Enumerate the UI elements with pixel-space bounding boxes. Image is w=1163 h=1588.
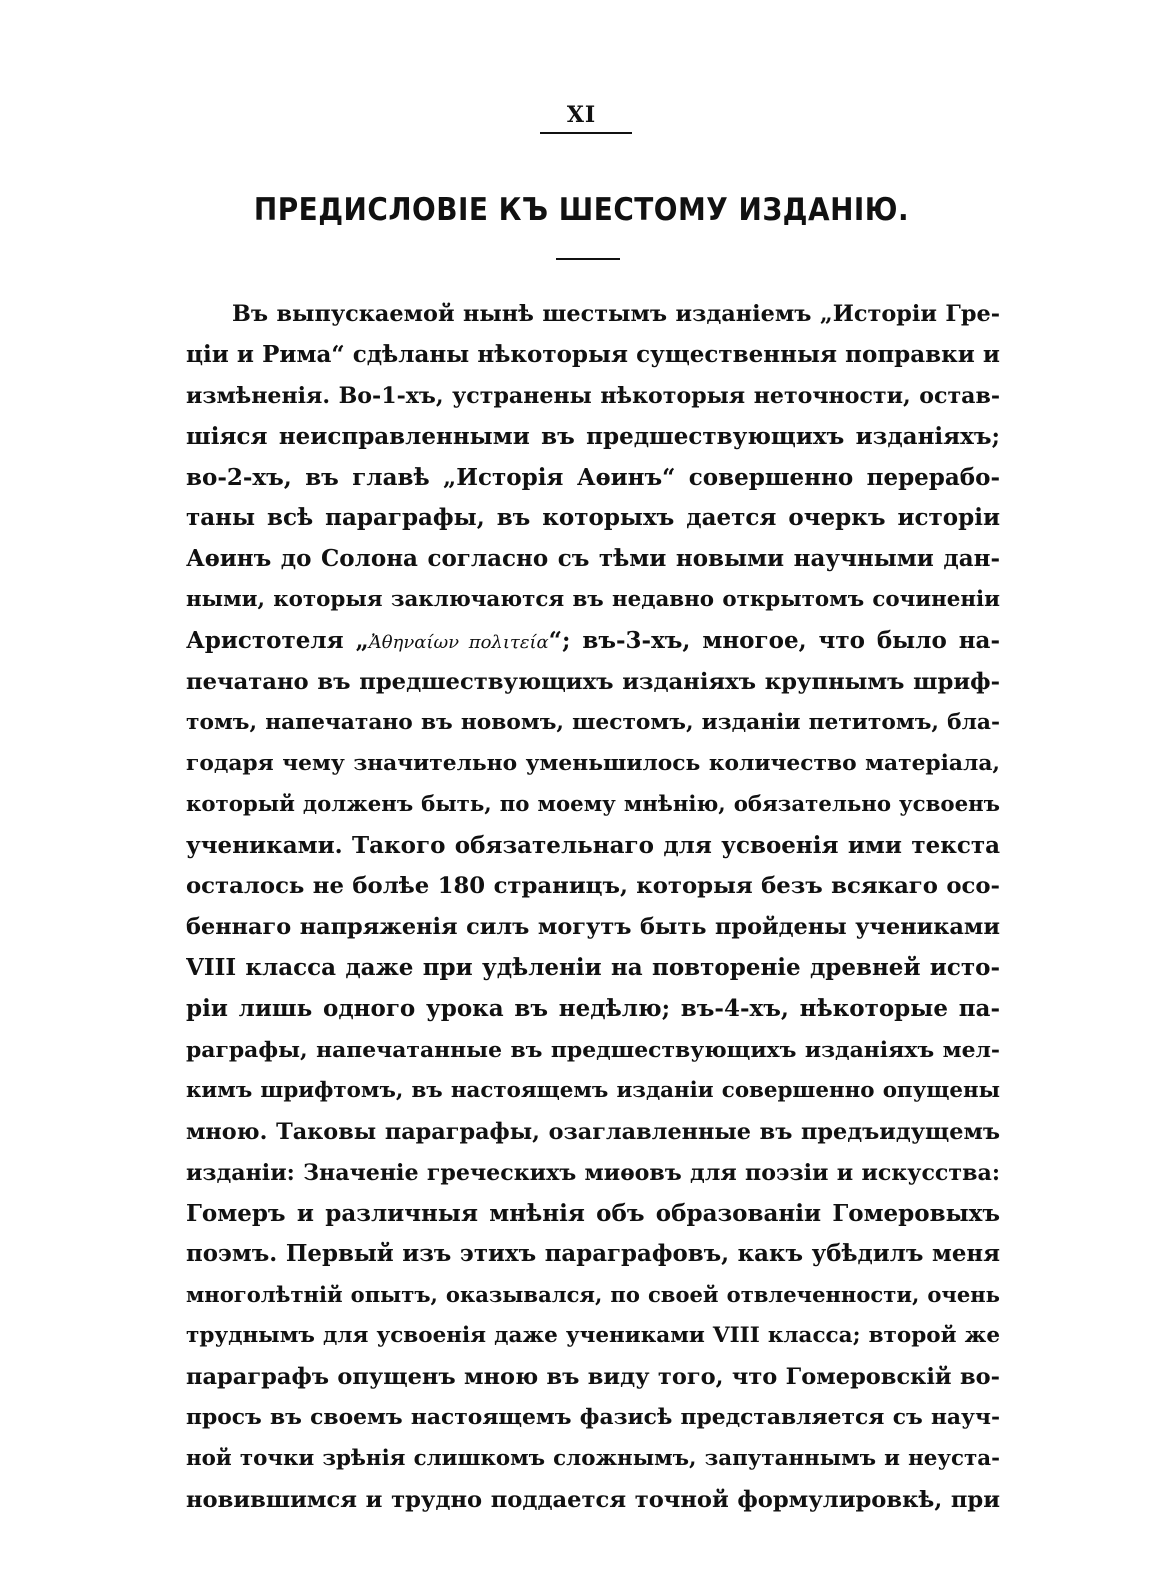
text-line: ными, которыя заключаются въ недавно открытомъ сочиненіи xyxy=(186,587,1000,613)
text-line-with-greek xyxy=(186,621,1000,662)
text-line: многолѣтній опытъ, оказывался, по своей отвлеченности, очень xyxy=(186,1282,1000,1308)
text-line: годаря чему значительно уменьшилось количество матеріала, xyxy=(186,750,1000,776)
text-line: параграфъ опущенъ мною въ виду того, что Гомеровскій во- xyxy=(186,1364,1000,1391)
text-line: который долженъ быть, по моему мнѣнію, обязательно усвоенъ xyxy=(186,791,1000,817)
greek-title: Ἀθηναίων πολιτεία xyxy=(368,632,549,654)
text-line: Въ выпускаемой нынѣ шестымъ изданіемъ „Исторіи Гре- xyxy=(232,301,1000,327)
text-line: VIII класса даже при удѣленіи на повтореніе древней исто- xyxy=(186,954,1000,982)
text-line: ціи и Рима“ сдѣланы нѣкоторыя существенныя поправки и xyxy=(186,340,1000,368)
text-line: мною. Таковы параграфы, озаглавленные въ предъидущемъ xyxy=(186,1118,1000,1145)
text-line: изданіи: Значеніе греческихъ миѳовъ для поэзіи и искусства: xyxy=(186,1159,1000,1186)
header-rule xyxy=(540,132,632,134)
text-line: новившимся и трудно поддается точной формулировкѣ, при xyxy=(186,1486,1000,1513)
page-number: XI xyxy=(566,102,597,128)
text-line: Аѳинъ до Солона согласно съ тѣми новыми научными дан- xyxy=(186,545,1000,573)
text-fragment: Аристотеля „ xyxy=(186,627,369,655)
title-rule xyxy=(556,258,620,260)
text-line: труднымъ для усвоенія даже учениками VIII класса; второй же xyxy=(186,1323,1000,1349)
text-line: ной точки зрѣнія слишкомъ сложнымъ, запутаннымъ и неуста- xyxy=(186,1445,1000,1471)
text-line: раграфы, напечатанные въ предшествующихъ изданіяхъ мел- xyxy=(186,1037,1000,1064)
text-line: шіяся неисправленными въ предшествующихъ изданіяхъ; xyxy=(186,422,1000,450)
section-title: ПРЕДИСЛОВІЕ КЪ ШЕСТОМУ ИЗДАНІЮ. xyxy=(253,192,910,228)
text-line: печатано въ предшествующихъ изданіяхъ крупнымъ шриф- xyxy=(186,669,1000,696)
text-line: во-2-хъ, въ главѣ „Исторія Аѳинъ“ совершенно перерабо- xyxy=(186,463,1000,491)
text-line: просъ въ своемъ настоящемъ фазисѣ представляется съ науч- xyxy=(186,1405,1000,1431)
text-fragment: “; въ-3-хъ, многое, что было на- xyxy=(548,627,1000,655)
text-line: осталось не болѣе 180 страницъ, которыя безъ всякаго осо- xyxy=(186,873,1000,900)
text-line: таны всѣ параграфы, въ которыхъ дается очеркъ исторіи xyxy=(186,504,1000,532)
text-line: томъ, напечатано въ новомъ, шестомъ, изданіи петитомъ, бла- xyxy=(186,709,1000,735)
text-line: измѣненія. Во-1-хъ, устранены нѣкоторыя неточности, остав- xyxy=(186,382,1000,409)
text-line: ріи лишь одного урока въ недѣлю; въ-4-хъ, нѣкоторые па- xyxy=(186,995,1000,1023)
text-line: Гомеръ и различныя мнѣнія объ образованіи Гомеровыхъ xyxy=(186,1199,1000,1227)
text-line: учениками. Такого обязательнаго для усвоенія ими текста xyxy=(186,831,1000,859)
text-line: поэмъ. Первый изъ этихъ параграфовъ, какъ убѣдилъ меня xyxy=(186,1241,1000,1268)
text-line: беннаго напряженія силъ могутъ быть пройдены учениками xyxy=(186,914,1000,941)
preface-text xyxy=(186,294,1000,1521)
text-line: кимъ шрифтомъ, въ настоящемъ изданіи совершенно опущены xyxy=(186,1077,1000,1103)
